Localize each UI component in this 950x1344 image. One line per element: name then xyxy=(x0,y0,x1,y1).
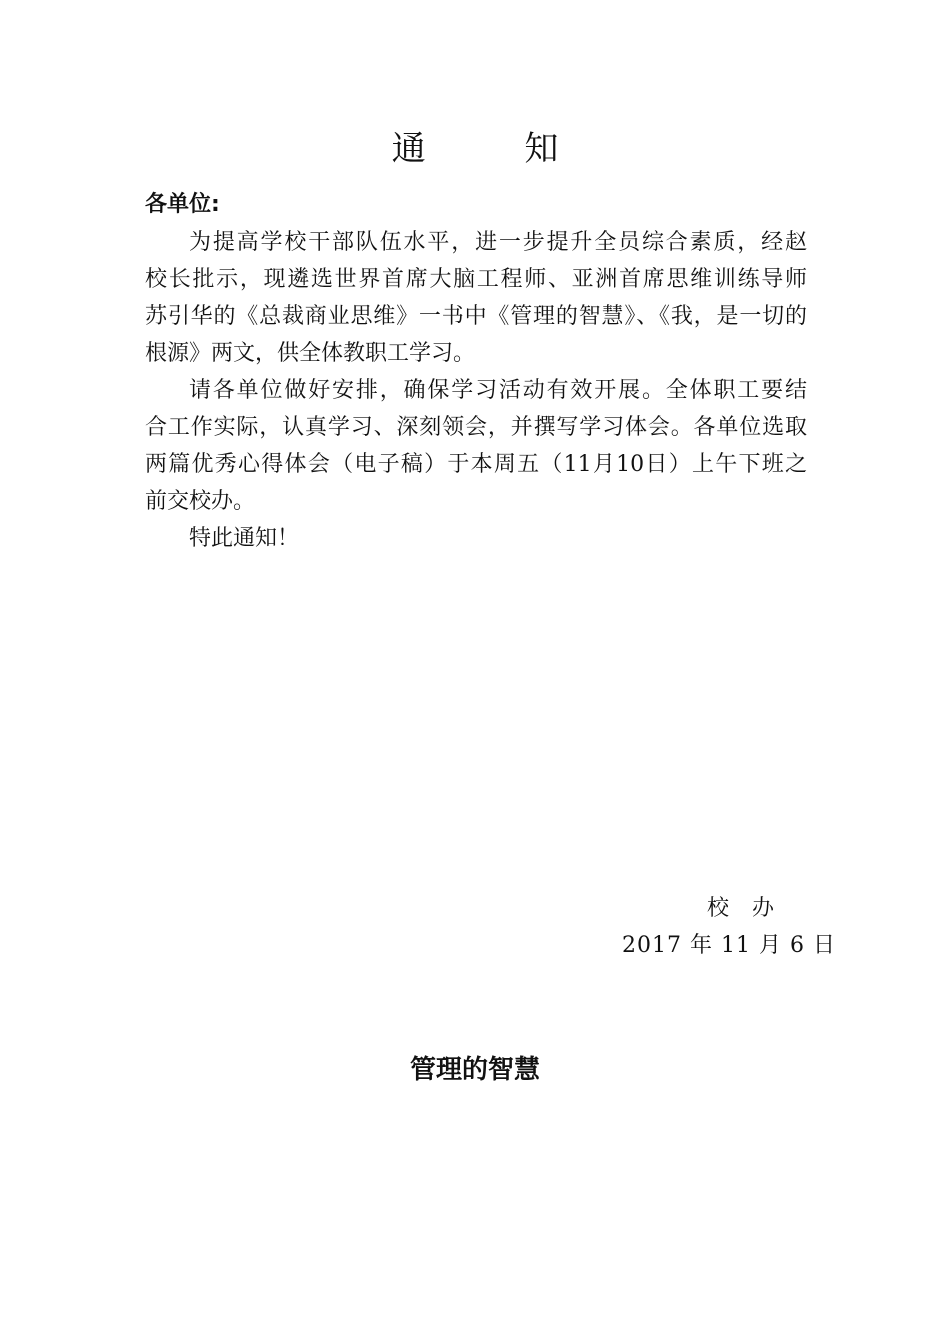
closing-line: 特此通知！ xyxy=(189,526,300,551)
body-line: 合工作实际，认真学习、深刻领会，并撰写学习体会。各单位选取 xyxy=(145,415,807,440)
body-line: 苏引华的《总裁商业思维》一书中《管理的智慧》、《我，是一切的 xyxy=(145,304,807,329)
salutation: 各单位: xyxy=(145,192,220,217)
signature-org: 校 办 xyxy=(707,896,782,921)
body-line: 请各单位做好安排，确保学习活动有效开展。全体职工要结 xyxy=(189,378,807,403)
section-title: 管理的智慧 xyxy=(409,1055,540,1085)
signature-date: 2017 年 11 月 6 日 xyxy=(622,933,836,958)
body-line: 根源》两文，供全体教职工学习。 xyxy=(145,341,476,366)
body-line: 两篇优秀心得体会（电子稿）于本周五（11月10日）上午下班之 xyxy=(145,452,807,477)
notice-title: 通 知 xyxy=(391,129,603,169)
body-line: 校长批示，现遴选世界首席大脑工程师、亚洲首席思维训练导师 xyxy=(145,267,807,292)
body-line: 前交校办。 xyxy=(145,489,256,514)
body-line: 为提高学校干部队伍水平，进一步提升全员综合素质，经赵 xyxy=(189,230,807,255)
